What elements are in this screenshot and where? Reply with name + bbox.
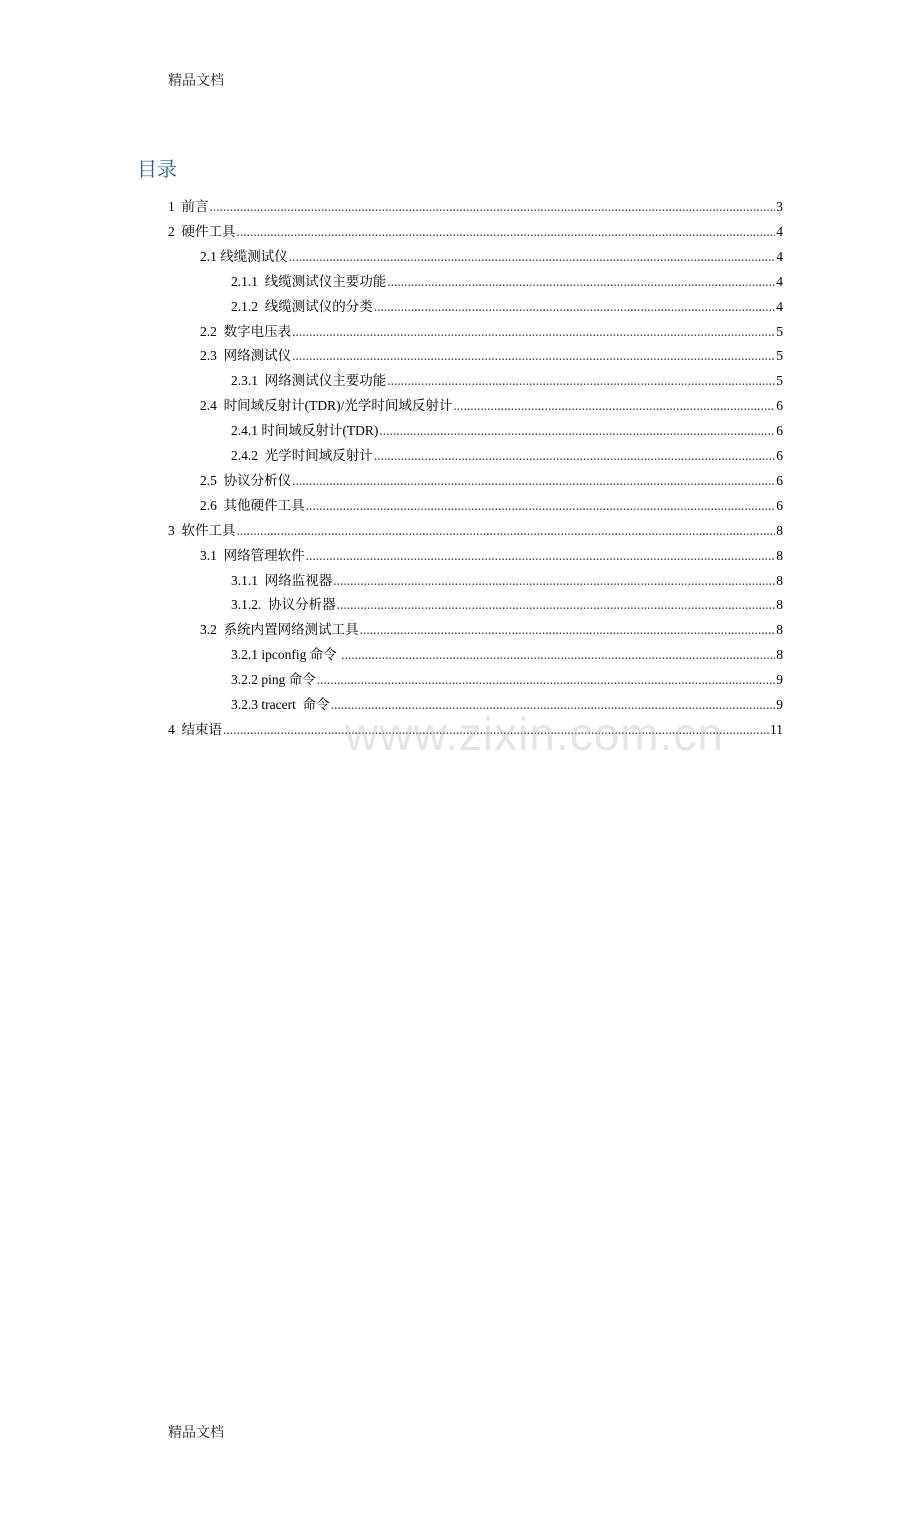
toc-entry-label: 2.2 数字电压表 — [200, 323, 292, 339]
toc-leader-dots — [374, 445, 776, 467]
toc-entry-page: 8 — [776, 647, 783, 663]
toc-entry-page: 8 — [776, 522, 783, 538]
toc-leader-dots — [374, 296, 776, 318]
toc-entry-label: 3.2 系统内置网络测试工具 — [200, 622, 359, 638]
toc-entry-page: 6 — [776, 472, 783, 488]
toc-entry[interactable] — [168, 221, 783, 243]
page-header: 精品文档 — [168, 74, 224, 89]
toc-leader-dots — [237, 520, 776, 542]
toc-entry[interactable] — [231, 644, 783, 666]
toc-leader-dots — [331, 694, 776, 716]
toc-entry-label: 2.3 网络测试仪 — [200, 348, 292, 364]
toc-leader-dots — [223, 719, 769, 741]
toc-entry-page: 6 — [776, 448, 783, 463]
page-footer: 精品文档 — [168, 1426, 224, 1441]
toc-title: 目录 — [137, 157, 177, 181]
toc-entry[interactable] — [231, 296, 783, 318]
toc-entry-label: 4 结束语 — [168, 721, 222, 737]
toc-entry-label: 3 软件工具 — [168, 522, 236, 538]
toc-leader-dots — [453, 395, 775, 417]
toc-entry-label: 2.3.1 网络测试仪主要功能 — [231, 373, 387, 389]
toc-entry-page: 8 — [776, 572, 783, 588]
toc-entry[interactable] — [231, 694, 783, 716]
toc-entry[interactable] — [168, 196, 783, 218]
toc-leader-dots — [306, 495, 776, 517]
toc-entry-label: 2.1.2 线缆测试仪的分类 — [231, 298, 373, 314]
toc-leader-dots — [292, 345, 775, 367]
toc-entry-page: 6 — [776, 423, 783, 439]
toc-entry-label: 3.1 网络管理软件 — [200, 547, 305, 563]
toc-entry[interactable] — [200, 321, 783, 343]
toc-entry[interactable] — [200, 619, 783, 641]
toc-entry-page: 5 — [776, 348, 783, 364]
toc-entry[interactable] — [168, 520, 783, 542]
toc-entry-page: 3 — [776, 199, 783, 214]
toc-entry-label: 3.2.2 ping 命令 — [231, 672, 316, 688]
toc-leader-dots — [292, 470, 775, 492]
toc-entry-page: 5 — [776, 323, 783, 339]
toc-entry-label: 2.5 协议分析仪 — [200, 472, 292, 488]
toc-entry-label: 2.1 线缆测试仪 — [200, 248, 288, 264]
toc-entry-page: 9 — [776, 697, 783, 712]
toc-entry-label: 1 前言 — [168, 199, 209, 214]
toc-entry-page: 4 — [776, 248, 783, 264]
toc-entry-page: 5 — [776, 373, 783, 389]
toc-entry[interactable] — [168, 719, 783, 741]
toc-entry-page: 4 — [776, 223, 783, 239]
toc-entry-page: 6 — [776, 497, 783, 513]
toc-entry[interactable] — [231, 594, 783, 616]
toc-leader-dots — [210, 196, 776, 218]
toc-entry-page: 9 — [776, 672, 783, 688]
watermark: www.zixin.com.cn — [345, 708, 724, 760]
toc-entry[interactable] — [231, 370, 783, 392]
toc-entry-label: 2.1.1 线缆测试仪主要功能 — [231, 273, 387, 289]
toc-entry-label: 2.4.1 时间域反射计(TDR) — [231, 423, 379, 439]
toc-leader-dots — [379, 420, 775, 442]
toc-leader-dots — [360, 619, 776, 641]
toc-entry[interactable] — [200, 545, 783, 567]
toc-entry[interactable] — [200, 246, 783, 268]
toc-entry[interactable] — [231, 445, 783, 467]
toc-entry-page: 4 — [776, 273, 783, 289]
toc-entry-page: 8 — [776, 597, 783, 613]
toc-entry[interactable] — [200, 345, 783, 367]
toc-entry-label: 3.1.1 网络监视器 — [231, 572, 333, 588]
toc-leader-dots — [237, 221, 776, 243]
toc-leader-dots — [341, 644, 775, 666]
toc-entry[interactable] — [231, 669, 783, 691]
toc-leader-dots — [306, 545, 776, 567]
toc-entry-page: 11 — [770, 721, 783, 737]
toc-leader-dots — [317, 669, 775, 691]
toc-entry-label: 2.4.2 光学时间域反射计 — [231, 448, 373, 463]
toc-leader-dots — [289, 246, 776, 268]
toc-entry-label: 2 硬件工具 — [168, 223, 236, 239]
toc-entry-label: 3.1.2. 协议分析器 — [231, 597, 336, 613]
toc-leader-dots — [387, 370, 775, 392]
toc-entry-label: 2.4 时间域反射计(TDR)/光学时间域反射计 — [200, 398, 453, 414]
toc-entry[interactable] — [200, 470, 783, 492]
toc-entry[interactable] — [200, 395, 783, 417]
toc-entry-page: 4 — [776, 298, 783, 314]
toc-entry-page: 8 — [776, 622, 783, 638]
toc-entry[interactable] — [231, 420, 783, 442]
toc-entry-label: 3.2.1 ipconfig 命令 — [231, 647, 341, 663]
toc-entry-page: 6 — [776, 398, 783, 414]
toc-leader-dots — [292, 321, 775, 343]
toc-leader-dots — [387, 271, 775, 293]
toc-entry-label: 2.6 其他硬件工具 — [200, 497, 305, 513]
toc-entry-page: 8 — [776, 547, 783, 563]
toc-entry[interactable] — [200, 495, 783, 517]
toc-leader-dots — [333, 570, 775, 592]
toc-entry-label: 3.2.3 tracert 命令 — [231, 697, 330, 712]
toc-entry[interactable] — [231, 570, 783, 592]
toc-leader-dots — [337, 594, 776, 616]
toc-entry[interactable] — [231, 271, 783, 293]
